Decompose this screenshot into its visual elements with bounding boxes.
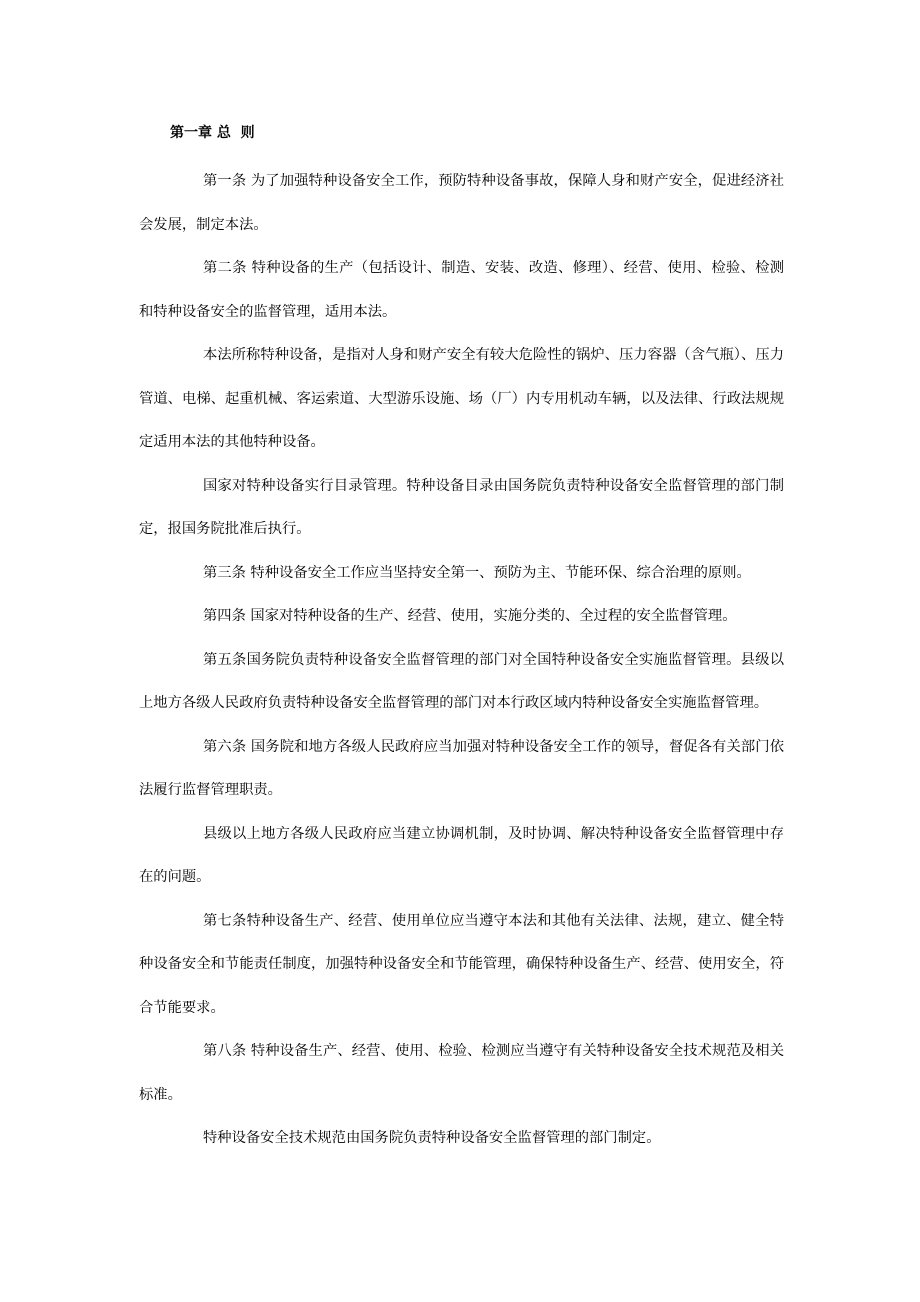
paragraph-article-7: 第七条特种设备生产、经营、使用单位应当遵守本法和其他有关法律、法规，建立、健全特种设备安全和节能责任制度，加强特种设备安全和节能管理，确保特种设备生产、经营、使用安全，符合节能要求。 — [139, 912, 784, 1016]
paragraph-catalogue: 国家对特种设备实行目录管理。特种设备目录由国务院负责特种设备安全监督管理的部门制定，报国务院批准后执行。 — [139, 477, 784, 537]
paragraph-article-2: 第二条 特种设备的生产（包括设计、制造、安装、改造、修理）、经营、使用、检验、检测和特种设备安全的监督管理，适用本法。 — [139, 260, 784, 320]
paragraph-article-3: 第三条 特种设备安全工作应当坚持安全第一、预防为主、节能环保、综合治理的原则。 — [203, 564, 751, 581]
paragraph-article-6: 第六条 国务院和地方各级人民政府应当加强对特种设备安全工作的领导，督促各有关部门依法履行监督管理职责。 — [139, 738, 784, 798]
paragraph-technical-specs: 特种设备安全技术规范由国务院负责特种设备安全监督管理的部门制定。 — [203, 1130, 661, 1146]
chapter-heading: 第一章 总 则 — [170, 125, 255, 141]
paragraph-article-1: 第一条 为了加强特种设备安全工作，预防特种设备事故，保障人身和财产安全，促进经济社会发展，制定本法。 — [139, 173, 784, 233]
paragraph-article-8: 第八条 特种设备生产、经营、使用、检验、检测应当遵守有关特种设备安全技术规范及相关标准。 — [139, 1043, 784, 1103]
paragraph-article-5: 第五条国务院负责特种设备安全监督管理的部门对全国特种设备安全实施监督管理。县级以上地方各级人民政府负责特种设备安全监督管理的部门对本行政区域内特种设备安全实施监督管理。 — [139, 651, 784, 711]
paragraph-definition: 本法所称特种设备，是指对人身和财产安全有较大危险性的锅炉、压力容器（含气瓶）、压力管道、电梯、起重机械、客运索道、大型游乐设施、场（厂）内专用机动车辆，以及法律、行政法规规定适用本法的其他特种设备。 — [139, 347, 784, 450]
paragraph-article-4: 第四条 国家对特种设备的生产、经营、使用，实施分类的、全过程的安全监督管理。 — [203, 608, 737, 624]
document-body — [139, 118, 784, 1161]
paragraph-coordination: 县级以上地方各级人民政府应当建立协调机制，及时协调、解决特种设备安全监督管理中存在的问题。 — [139, 825, 784, 885]
